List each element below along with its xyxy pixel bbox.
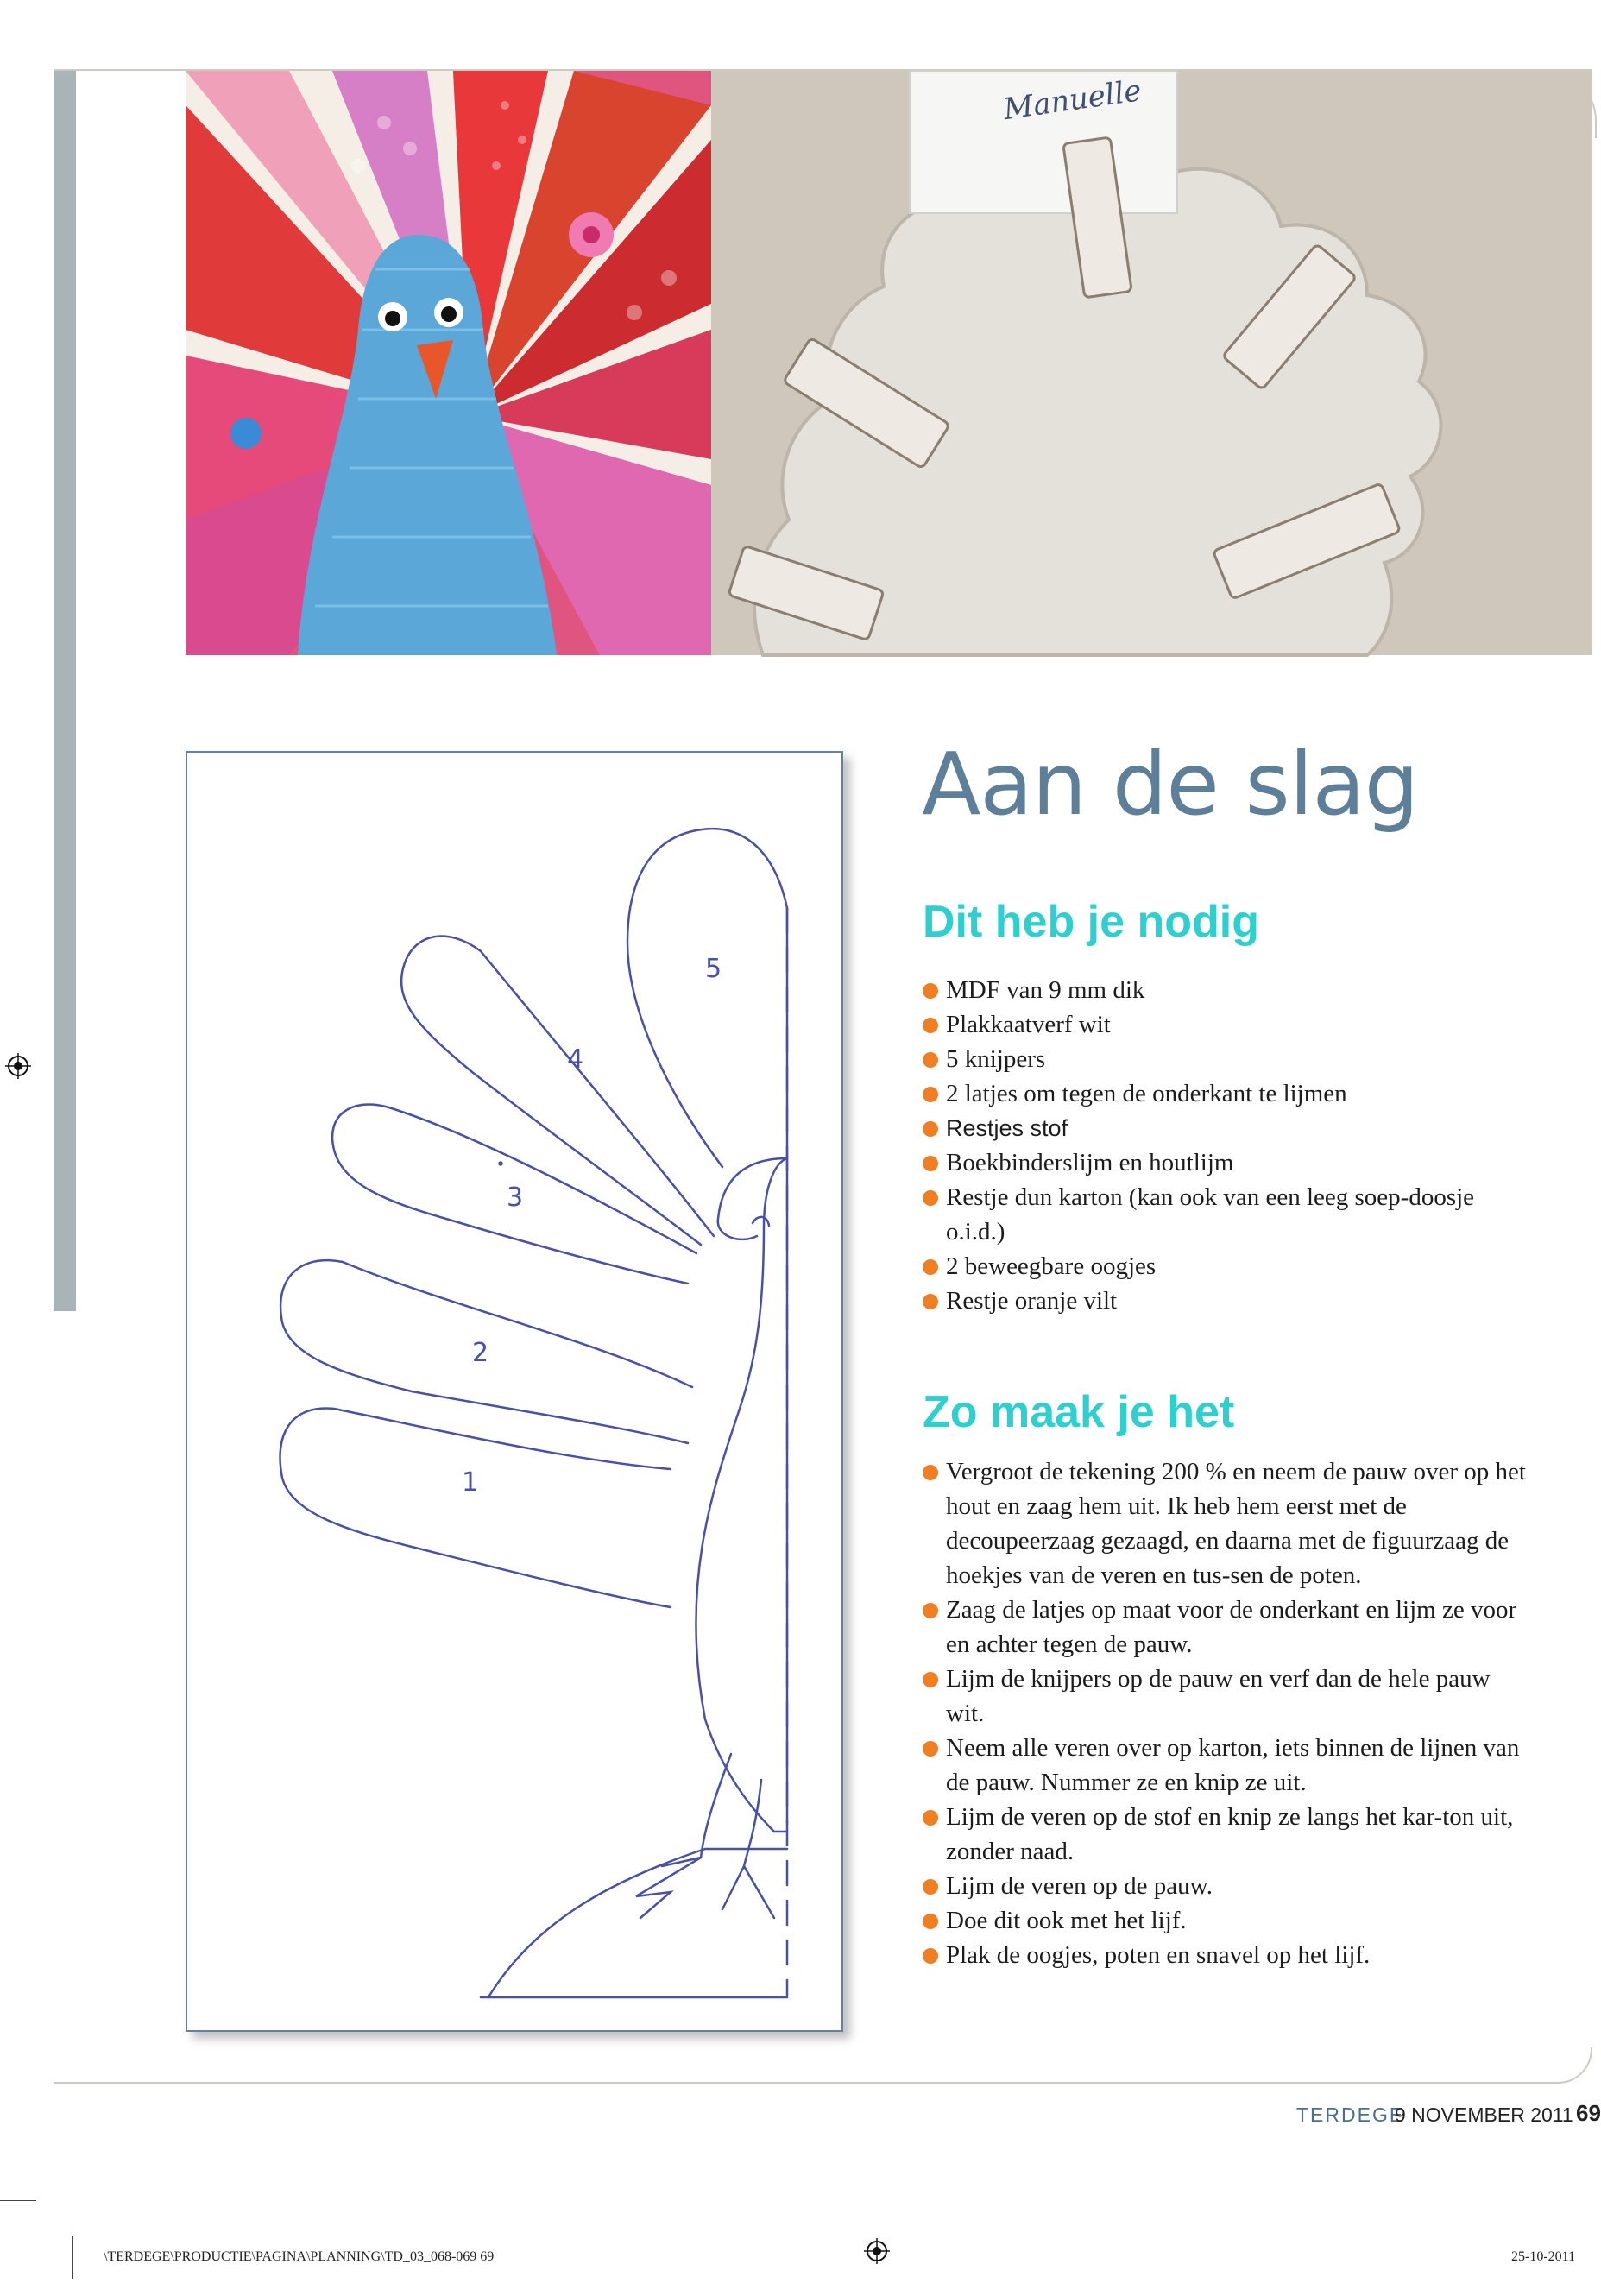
list-item: 2 latjes om tegen de onderkant te lijmen [922,1076,1526,1111]
side-color-bar [54,71,76,1311]
instructions-list [922,1454,1526,1972]
issue-date: 9 NOVEMBER 2011 [1395,2104,1573,2126]
list-item: Restje oranje vilt [922,1284,1526,1318]
feather-number-4: 4 [567,1044,584,1075]
feather-number-3: 3 [507,1183,524,1213]
list-item: Lijm de veren op de stof en knip ze langs het kar-ton uit, zonder naad. [922,1800,1526,1869]
list-item: Neem alle veren over op karton, iets binnen de lijnen van de pauw. Nummer ze en knip ze uit. [922,1731,1526,1800]
list-item: Zaag de latjes op maat voor de onderkant en lijm ze voor en achter tegen de pauw. [922,1593,1526,1662]
print-slug-date: 25-10-2011 [1511,2249,1576,2264]
feather-number-2: 2 [472,1338,489,1368]
peacock-template-drawing [186,751,843,2032]
materials-heading: Dit heb je nodig [923,897,1259,947]
list-item: Lijm de knijpers op de pauw en verf dan de hele pauw wit. [922,1662,1526,1731]
list-item: MDF van 9 mm dik [922,973,1526,1007]
list-item: 2 beweegbare oogjes [922,1249,1526,1284]
peacock-fabric-photo [186,71,711,655]
list-item: Lijm de veren op de pauw. [922,1869,1526,1903]
crop-mark [0,2200,36,2201]
list-item: Plak de oogjes, poten en snavel op het lijf. [922,1938,1526,1972]
feather-number-5: 5 [705,954,722,984]
page-title: Aan de slag [922,734,1419,835]
list-item: Plakkaatverf wit [922,1007,1526,1042]
list-item: Restjes stof [922,1111,1526,1145]
list-item: 5 knijpers [922,1042,1526,1076]
list-item: Restje dun karton (kan ook van een leeg soep-doosje o.i.d.) [922,1180,1526,1249]
footer-rule-corner [1545,2047,1592,2084]
list-item: Vergroot de tekening 200 % en neem de pauw over op het hout en zaag hem uit. Ik heb hem eerst met de decoupeerzaag gezaagd, en daarna met de figuurzaag de hoekjes van de veren en tus-sen de poten. [922,1454,1526,1593]
registration-mark-icon [864,2238,890,2264]
footer-rule [54,2082,1560,2084]
name-card-text: Manuelle [1001,73,1144,128]
list-item: Doe dit ook met het lijf. [922,1903,1526,1938]
page-number: 69 [1576,2100,1601,2126]
materials-list [922,973,1526,1318]
instructions-heading: Zo maak je het [923,1387,1235,1437]
registration-mark-icon [5,1053,31,1079]
crop-mark [72,2236,73,2279]
magazine-name: TERDEGE [1296,2104,1405,2126]
feather-number-1: 1 [462,1467,479,1498]
wooden-peacock-photo [711,71,1592,655]
print-slug-path: \TERDEGE\PRODUCTIE\PAGINA\PLANNING\TD_03_068-069 69 [104,2249,495,2264]
list-item: Boekbinderslijm en houtlijm [922,1145,1526,1180]
